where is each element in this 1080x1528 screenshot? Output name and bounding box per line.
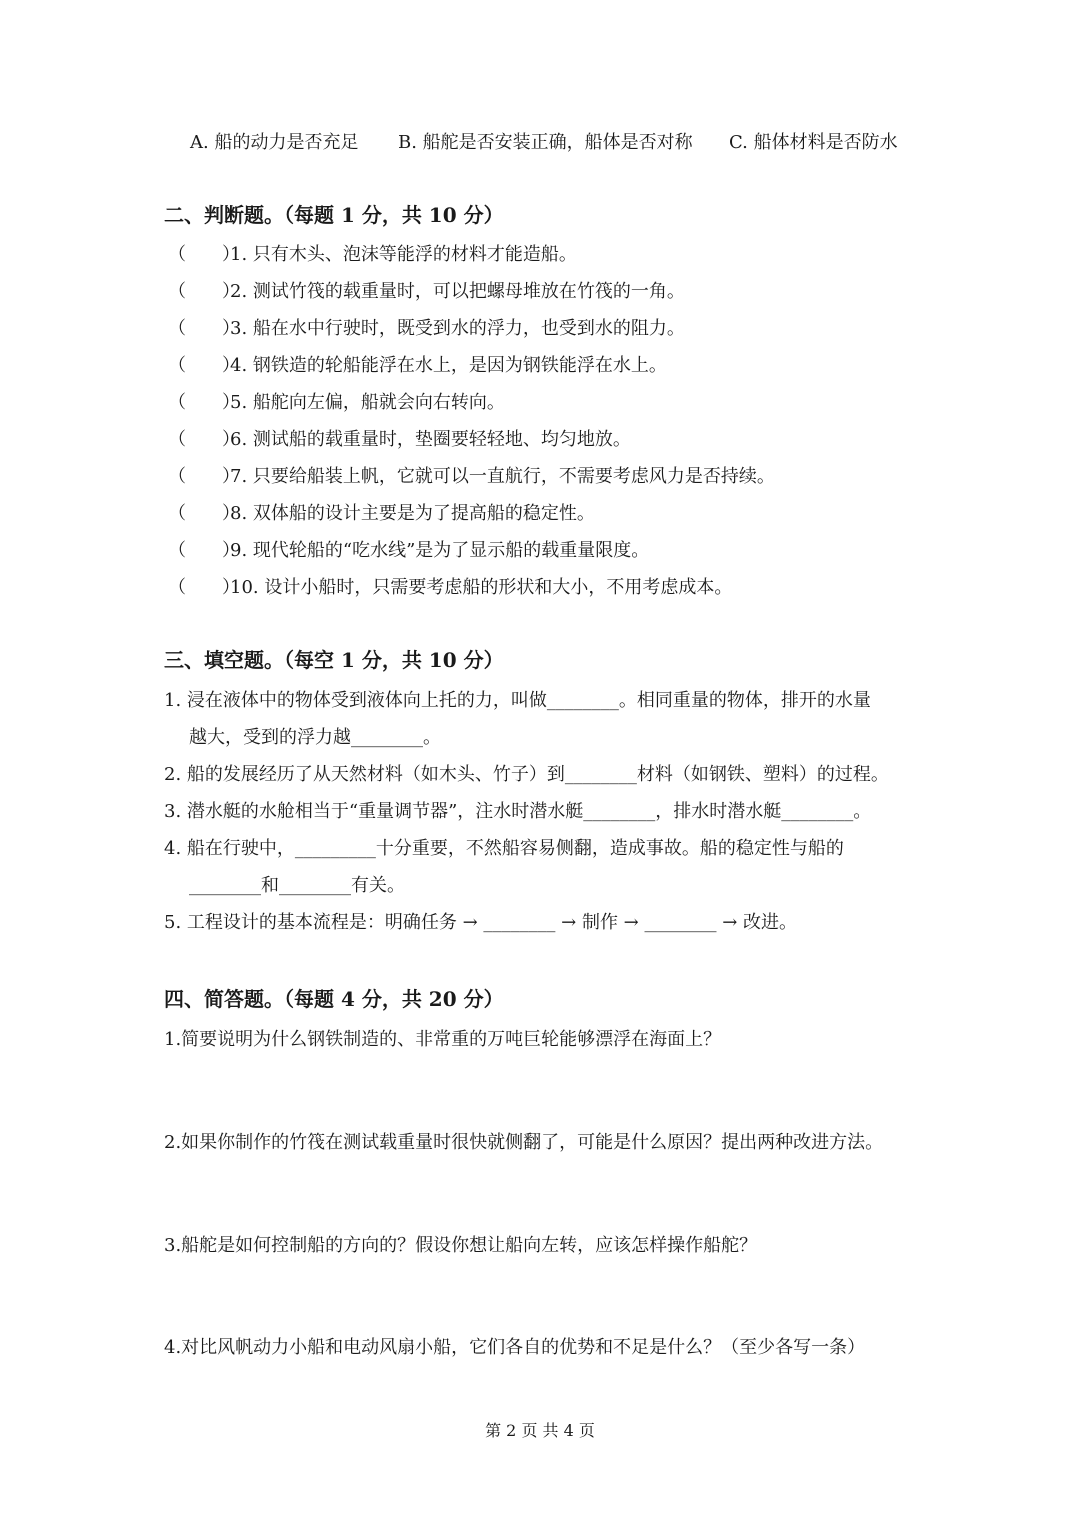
short-answer-question: 4.对比风帆动力小船和电动风扇小船，它们各自的优势和不足是什么？（至少各写一条） [164, 1337, 866, 1358]
short-answer-question: 2.如果你制作的竹筏在测试载重量时很快就侧翻了，可能是什么原因？提出两种改进方法。 [164, 1132, 884, 1153]
short-answer-question: 1.简要说明为什么钢铁制造的、非常重的万吨巨轮能够漂浮在海面上？ [164, 1029, 722, 1050]
section4-heading: 四、简答题。（每题 4 分，共 20 分） [164, 987, 504, 1011]
answer-bracket[interactable]: （ ） [168, 503, 240, 524]
option-a: A. 船的动力是否充足 [190, 132, 359, 153]
fill-line: 2. 船的发展经历了从天然材料（如木头、竹子）到________材料（如钢铁、塑料）的过程。 [164, 764, 889, 785]
tf-item-text: 7. 只要给船装上帆，它就可以一直航行，不需要考虑风力是否持续。 [230, 466, 775, 487]
fill-line: 3. 潜水艇的水舱相当于“重量调节器”，注水时潜水艇________，排水时潜水艇________。 [164, 801, 872, 822]
answer-bracket[interactable]: （ ） [168, 577, 240, 598]
answer-bracket[interactable]: （ ） [168, 318, 240, 339]
answer-bracket[interactable]: （ ） [168, 466, 240, 487]
page-footer: 第 2 页 共 4 页 [485, 1421, 595, 1440]
tf-item [168, 576, 732, 600]
tf-item [168, 539, 649, 563]
tf-item-text: 5. 船舵向左偏，船就会向右转向。 [230, 392, 505, 413]
tf-item-text: 6. 测试船的载重量时，垫圈要轻轻地、均匀地放。 [230, 429, 631, 450]
tf-item [168, 502, 595, 526]
tf-item-text: 2. 测试竹筏的载重量时，可以把螺母堆放在竹筏的一角。 [230, 281, 685, 302]
tf-item-text: 8. 双体船的设计主要是为了提高船的稳定性。 [230, 503, 595, 524]
tf-item-text: 1. 只有木头、泡沫等能浮的材料才能造船。 [230, 244, 577, 265]
fill-line: 1. 浸在液体中的物体受到液体向上托的力，叫做________。相同重量的物体，排开的水量 [164, 690, 871, 711]
tf-item [168, 317, 685, 341]
fill-line: 越大，受到的浮力越________。 [189, 727, 441, 748]
fill-line: 4. 船在行驶中，_________十分重要，不然船容易侧翻，造成事故。船的稳定性与船的 [164, 838, 844, 859]
tf-item-text: 3. 船在水中行驶时，既受到水的浮力，也受到水的阻力。 [230, 318, 685, 339]
option-c: C. 船体材料是否防水 [729, 132, 898, 153]
tf-item-text: 10. 设计小船时，只需要考虑船的形状和大小，不用考虑成本。 [230, 577, 733, 598]
fill-line: ________和________有关。 [189, 875, 405, 896]
section2-heading: 二、判断题。（每题 1 分，共 10 分） [164, 203, 504, 227]
answer-bracket[interactable]: （ ） [168, 281, 240, 302]
fill-line: 5. 工程设计的基本流程是：明确任务 → ________ → 制作 → ________ → 改进。 [164, 912, 797, 933]
tf-item [168, 428, 631, 452]
answer-bracket[interactable]: （ ） [168, 392, 240, 413]
tf-item-text: 9. 现代轮船的“吃水线”是为了显示船的载重量限度。 [230, 540, 650, 561]
tf-item [168, 465, 775, 489]
section3-heading: 三、填空题。（每空 1 分，共 10 分） [164, 648, 504, 672]
tf-item [168, 243, 577, 267]
tf-item [168, 280, 685, 304]
short-answer-question: 3.船舵是如何控制船的方向的？假设你想让船向左转，应该怎样操作船舵？ [164, 1235, 758, 1256]
answer-bracket[interactable]: （ ） [168, 540, 240, 561]
option-b: B. 船舵是否安装正确，船体是否对称 [398, 132, 693, 153]
answer-bracket[interactable]: （ ） [168, 429, 240, 450]
answer-bracket[interactable]: （ ） [168, 244, 240, 265]
answer-bracket[interactable]: （ ） [168, 355, 240, 376]
tf-item [168, 391, 505, 415]
tf-item [168, 354, 667, 378]
tf-item-text: 4. 钢铁造的轮船能浮在水上，是因为钢铁能浮在水上。 [230, 355, 667, 376]
